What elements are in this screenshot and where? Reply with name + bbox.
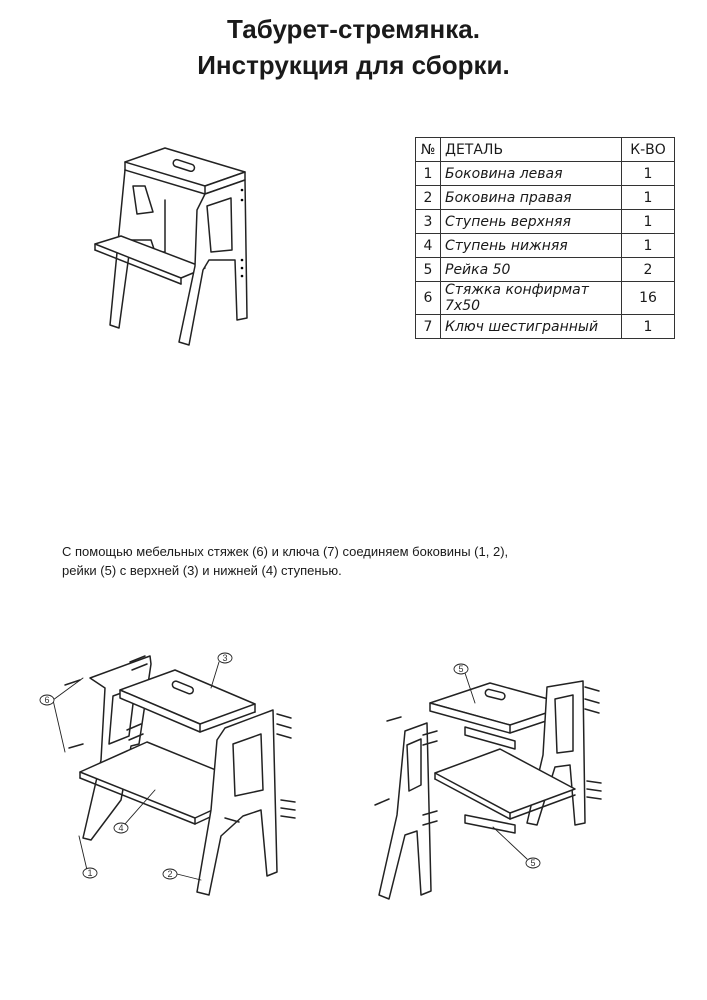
table-row [416, 282, 675, 315]
header-num: № [416, 138, 441, 162]
instruction-line-1: С помощью мебельных стяжек (6) и ключа (7) соединяем боковины (1, 2), [62, 544, 509, 559]
row-num: 6 [416, 282, 441, 315]
row-qty: 1 [622, 186, 675, 210]
header-name: ДЕТАЛЬ [441, 138, 622, 162]
row-qty: 16 [622, 282, 675, 315]
callout-3: 3 [222, 653, 228, 663]
table-row [416, 186, 675, 210]
callout-1: 1 [87, 868, 93, 878]
row-qty: 2 [622, 258, 675, 282]
row-num: 4 [416, 234, 441, 258]
table-row [416, 162, 675, 186]
assembled-stool-drawing [85, 140, 285, 360]
assembly-instructions [62, 542, 508, 580]
instruction-line-2: рейки (5) с верхней (3) и нижней (4) ступенью. [62, 563, 342, 578]
row-name: Ступень верхняя [441, 210, 622, 234]
callout-4: 4 [118, 823, 124, 833]
table-row [416, 234, 675, 258]
row-name: Ступень нижняя [441, 234, 622, 258]
row-num: 7 [416, 315, 441, 339]
row-name: Боковина правая [441, 186, 622, 210]
row-num: 5 [416, 258, 441, 282]
row-qty: 1 [622, 162, 675, 186]
row-name: Боковина левая [441, 162, 622, 186]
table-row [416, 258, 675, 282]
callout-5-bottom: 5 [530, 858, 536, 868]
page-title-line-1: Табурет-стремянка. [227, 14, 480, 44]
row-qty: 1 [622, 234, 675, 258]
row-num: 3 [416, 210, 441, 234]
row-num: 1 [416, 162, 441, 186]
row-qty: 1 [622, 315, 675, 339]
row-name: Рейка 50 [441, 258, 622, 282]
callout-5-top: 5 [458, 664, 464, 674]
header-qty: К-ВО [622, 138, 675, 162]
row-name: Ключ шестигранный [441, 315, 622, 339]
page-title-line-2: Инструкция для сборки. [197, 50, 510, 80]
row-qty: 1 [622, 210, 675, 234]
table-row [416, 210, 675, 234]
row-name: Стяжка конфирмат 7х50 [441, 282, 622, 315]
exploded-view-right-drawing [365, 655, 625, 915]
exploded-view-left-drawing [35, 640, 315, 910]
table-row [416, 315, 675, 339]
row-num: 2 [416, 186, 441, 210]
parts-table [415, 137, 675, 339]
callout-2: 2 [167, 869, 173, 879]
parts-table-header [416, 138, 675, 162]
callout-6: 6 [44, 695, 50, 705]
